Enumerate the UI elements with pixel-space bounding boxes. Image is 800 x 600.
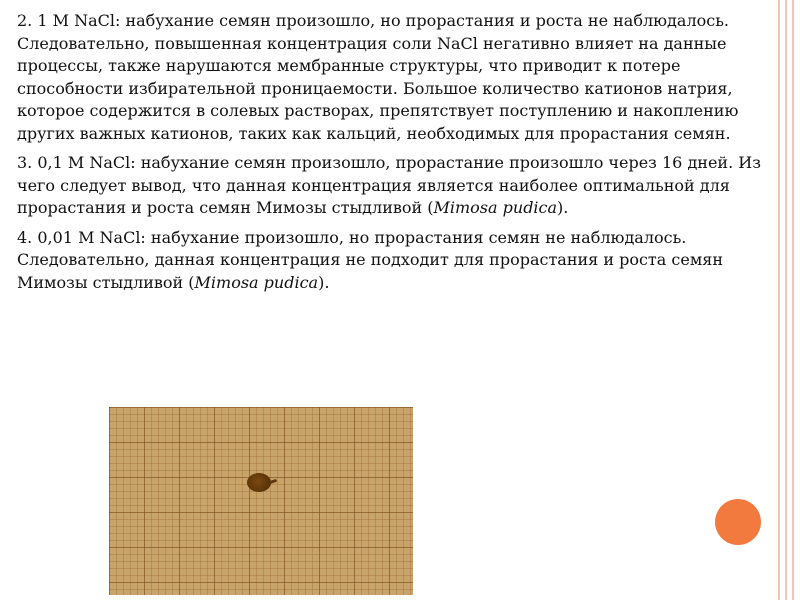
paragraph-2 [17,152,777,220]
decorative-border [778,0,794,600]
seed-on-graph-paper-photo [109,407,413,595]
species-name: Mimosa pudica [433,198,558,217]
slide-body-text [17,10,777,301]
paragraph-1 [17,10,777,145]
paragraph-2-text: 3. 0,1 M NaCl: набухание семян произошло, прорастание произошло через 16 дней. Из чего следует вывод, что данная концентрация является наиболее оптимальной для прорастания и роста семян Мимозы стыдливой ( [17,153,761,217]
orange-circle-decoration [715,499,761,545]
species-name: Mimosa pudica [194,272,319,292]
paragraph-3-text: 4. 0,01 M NaCl: набухание произошло, но прорастания семян не наблюдалось. Следовательно, данная концентрация не подходит для прорастания и роста семян Мимозы стыдливой ( [17,227,724,292]
paragraph-1-text: 2. 1 M NaCl: набухание семян произошло, но прорастания и роста не наблюдалось. Следовательно, повышенная концентрация соли NaCl негативно влияет на данные процессы, также нарушаются мембранные структуры, что приводит к потере способности избирательной проницаемости. Большое количество катионов натрия, которое содержится в солевых растворах, препятствует поступлению и накоплению других важных катионов, таких как кальций, необходимых для прорастания семян. [17,11,739,143]
seed [247,473,271,492]
graph-paper-bold-grid [109,407,413,595]
paragraph-2-tail: ). [557,198,569,217]
paragraph-3 [17,227,777,295]
paragraph-3-tail: ). [318,272,330,292]
